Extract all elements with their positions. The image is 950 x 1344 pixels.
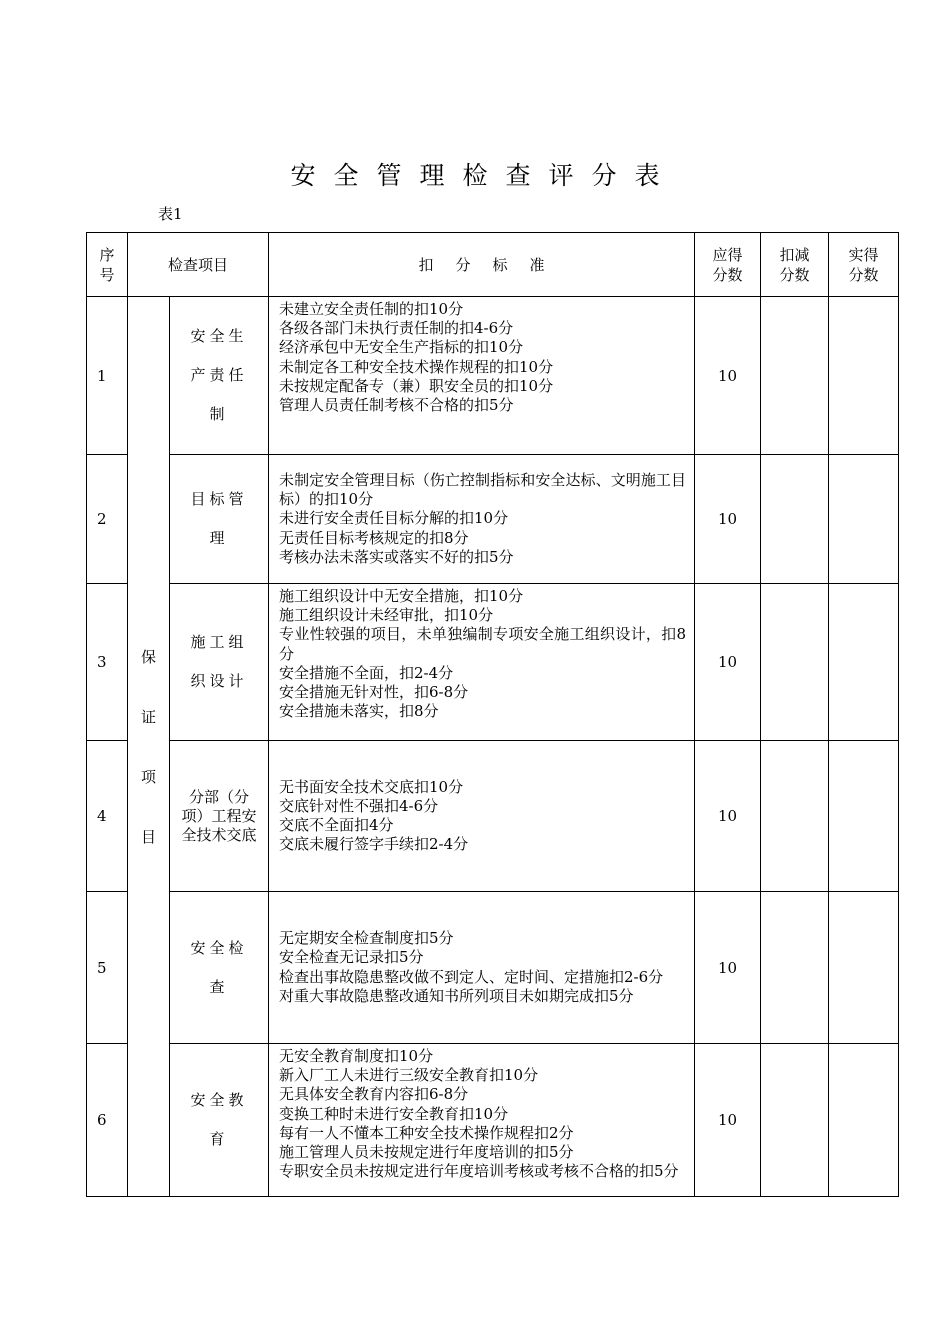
table-number: 表1 — [158, 205, 183, 223]
criteria-cell: 无书面安全技术交底扣10分 交底针对性不强扣4-6分 交底不全面扣4分 交底未履行签字手续扣2-4分 — [269, 741, 695, 892]
header-row — [87, 233, 899, 297]
actual-score-cell[interactable] — [829, 1044, 899, 1197]
deduct-score-cell[interactable] — [761, 741, 829, 892]
actual-score-cell[interactable] — [829, 455, 899, 584]
table-row — [87, 741, 899, 892]
deduct-score-cell[interactable] — [761, 297, 829, 455]
actual-score-cell[interactable] — [829, 584, 899, 741]
table-row — [87, 455, 899, 584]
deduct-score-cell[interactable] — [761, 892, 829, 1044]
header-criteria: 扣分标准 — [269, 233, 695, 297]
criteria-cell: 无安全教育制度扣10分 新入厂工人未进行三级安全教育扣10分 无具体安全教育内容扣6-8分 变换工种时未进行安全教育扣10分 每有一人不懂本工种安全技术操作规程扣2分 施工管理人员未按规定进行年度培训的扣5分 专职安全员未按规定进行年度培训考核或考核不合格的扣5分 — [269, 1044, 695, 1197]
should-score: 10 — [695, 455, 761, 584]
header-actual-score: 实得分数 — [829, 233, 899, 297]
group-label: 保证项目 — [140, 647, 156, 846]
header-no: 序号 — [87, 233, 128, 297]
check-item: 分部（分项）工程安全技术交底 — [170, 741, 269, 892]
table-row — [87, 1044, 899, 1197]
actual-score-cell[interactable] — [829, 741, 899, 892]
criteria-cell: 施工组织设计中无安全措施，扣10分 施工组织设计未经审批，扣10分 专业性较强的项目，未单独编制专项安全施工组织设计，扣8分 安全措施不全面，扣2-4分 安全措施无针对性，扣6-8分 安全措施未落实，扣8分 — [269, 584, 695, 741]
group-label-cell — [128, 297, 170, 1197]
actual-score-cell[interactable] — [829, 892, 899, 1044]
row-number: 4 — [87, 741, 128, 892]
should-score: 10 — [695, 741, 761, 892]
check-item: 施工组织设计 — [170, 584, 269, 741]
header-item: 检查项目 — [128, 233, 269, 297]
check-item: 目标管理 — [170, 455, 269, 584]
deduct-score-cell[interactable] — [761, 584, 829, 741]
table-row — [87, 892, 899, 1044]
criteria-cell: 无定期安全检查制度扣5分 安全检查无记录扣5分 检查出事故隐患整改做不到定人、定时间、定措施扣2-6分 对重大事故隐患整改通知书所列项目未如期完成扣5分 — [269, 892, 695, 1044]
header-should-score: 应得分数 — [695, 233, 761, 297]
should-score: 10 — [695, 1044, 761, 1197]
row-number: 6 — [87, 1044, 128, 1197]
row-number: 1 — [87, 297, 128, 455]
criteria-cell: 未建立安全责任制的扣10分 各级各部门未执行责任制的扣4-6分 经济承包中无安全生产指标的扣10分 未制定各工种安全技术操作规程的扣10分 未按规定配备专（兼）职安全员的扣10分 管理人员责任制考核不合格的扣5分 — [269, 297, 695, 455]
score-table — [86, 232, 899, 1197]
actual-score-cell[interactable] — [829, 297, 899, 455]
check-item: 安全教育 — [170, 1044, 269, 1197]
criteria-cell: 未制定安全管理目标（伤亡控制指标和安全达标、文明施工目标）的扣10分 未进行安全责任目标分解的扣10分 无责任目标考核规定的扣8分 考核办法未落实或落实不好的扣5分 — [269, 455, 695, 584]
check-item: 安全检查 — [170, 892, 269, 1044]
row-number: 5 — [87, 892, 128, 1044]
row-number: 3 — [87, 584, 128, 741]
header-deduct-score: 扣减分数 — [761, 233, 829, 297]
should-score: 10 — [695, 584, 761, 741]
page-title: 安全管理检查评分表 — [290, 161, 678, 190]
table-row — [87, 584, 899, 741]
deduct-score-cell[interactable] — [761, 1044, 829, 1197]
deduct-score-cell[interactable] — [761, 455, 829, 584]
should-score: 10 — [695, 297, 761, 455]
row-number: 2 — [87, 455, 128, 584]
table-row — [87, 297, 899, 455]
check-item: 安全生产责任制 — [170, 297, 269, 455]
should-score: 10 — [695, 892, 761, 1044]
